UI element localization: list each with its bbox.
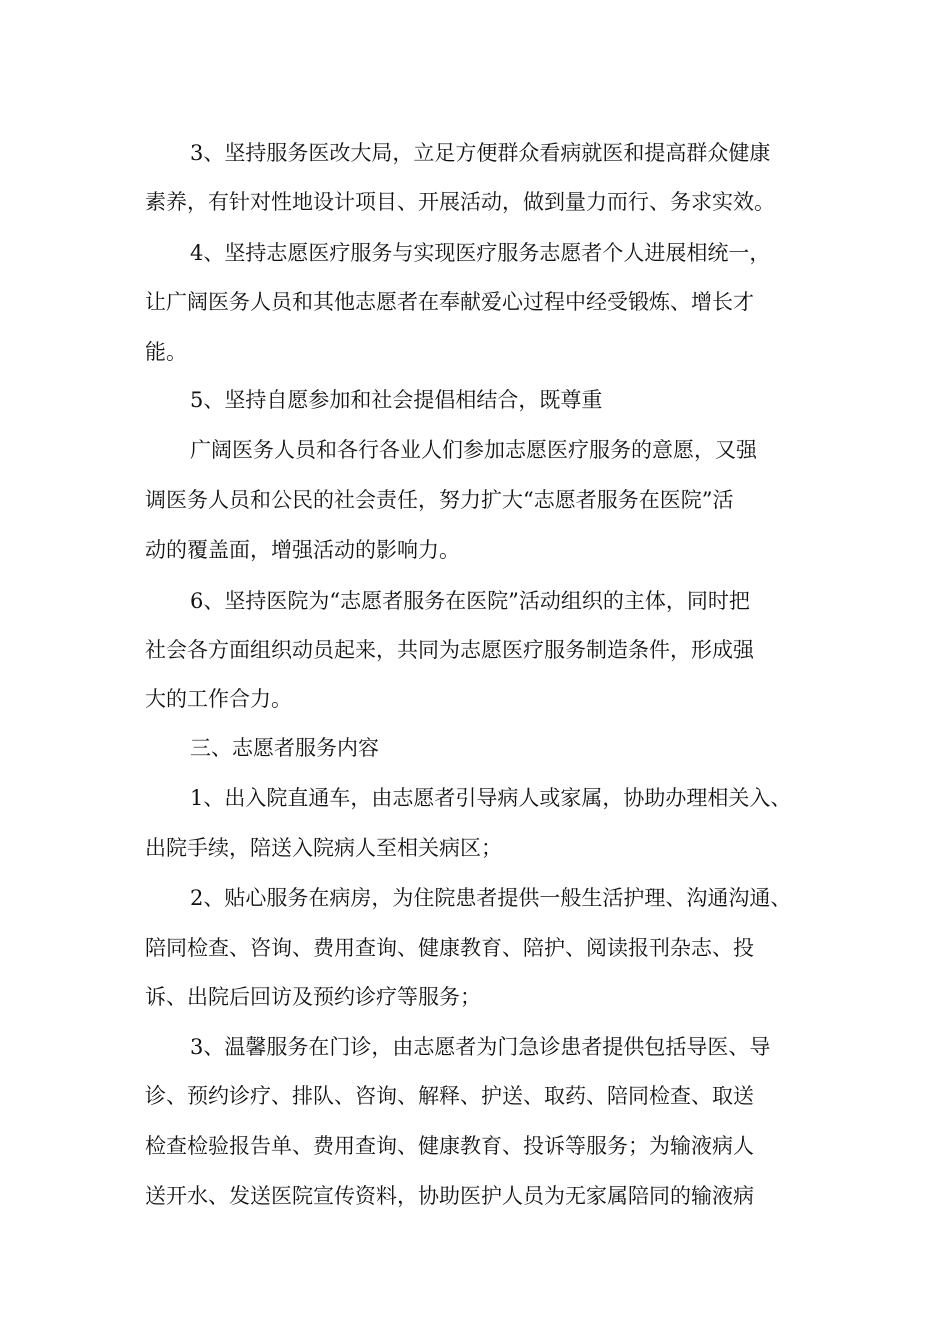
text-line: 调医务人员和公民的社会责任，努力扩大“志愿者服务在医院”活	[145, 488, 734, 512]
section-heading: 三、志愿者服务内容	[190, 736, 379, 760]
text-line: 陪同检查、咨询、费用查询、健康教育、陪护、阅读报刊杂志、投	[145, 936, 754, 960]
text-line: 诉、出院后回访及预约诊疗等服务；	[145, 985, 481, 1009]
text-line: 出院手续，陪送入院病人至相关病区；	[145, 836, 502, 860]
text-line: 送开水、发送医院宣传资料，协助医护人员为无家属陪同的输液病	[145, 1184, 754, 1208]
text-line: 大的工作合力。	[145, 687, 292, 711]
text-line: 4、坚持志愿医疗服务与实现医疗服务志愿者个人进展相统一，	[190, 241, 771, 265]
text-line: 素养，有针对性地设计项目、开展活动，做到量力而行、务求实效。	[145, 190, 775, 214]
text-line: 动的覆盖面，增强活动的影响力。	[145, 538, 460, 562]
text-line: 1、出入院直通车，由志愿者引导病人或家属，协助办理相关入、	[190, 786, 792, 810]
text-line: 检查检验报告单、费用查询、健康教育、投诉等服务；为输液病人	[145, 1134, 754, 1158]
text-line: 2、贴心服务在病房，为住院患者提供一般生活护理、沟通沟通、	[190, 886, 792, 910]
text-line: 广阔医务人员和各行各业人们参加志愿医疗服务的意愿，又强	[190, 438, 757, 462]
text-line: 诊、预约诊疗、排队、咨询、解释、护送、取药、陪同检查、取送	[145, 1084, 754, 1108]
text-line: 社会各方面组织动员起来，共同为志愿医疗服务制造条件，形成强	[145, 638, 754, 662]
text-line: 6、坚持医院为“志愿者服务在医院”活动组织的主体，同时把	[190, 589, 750, 613]
text-line: 3、温馨服务在门诊，由志愿者为门急诊患者提供包括导医、导	[190, 1035, 771, 1059]
text-line: 让广阔医务人员和其他志愿者在奉献爱心过程中经受锻炼、增长才	[145, 290, 754, 314]
text-line: 能。	[145, 340, 187, 364]
text-line: 3、坚持服务医改大局，立足方便群众看病就医和提高群众健康	[190, 141, 771, 165]
text-line: 5、坚持自愿参加和社会提倡相结合，既尊重	[190, 388, 603, 412]
